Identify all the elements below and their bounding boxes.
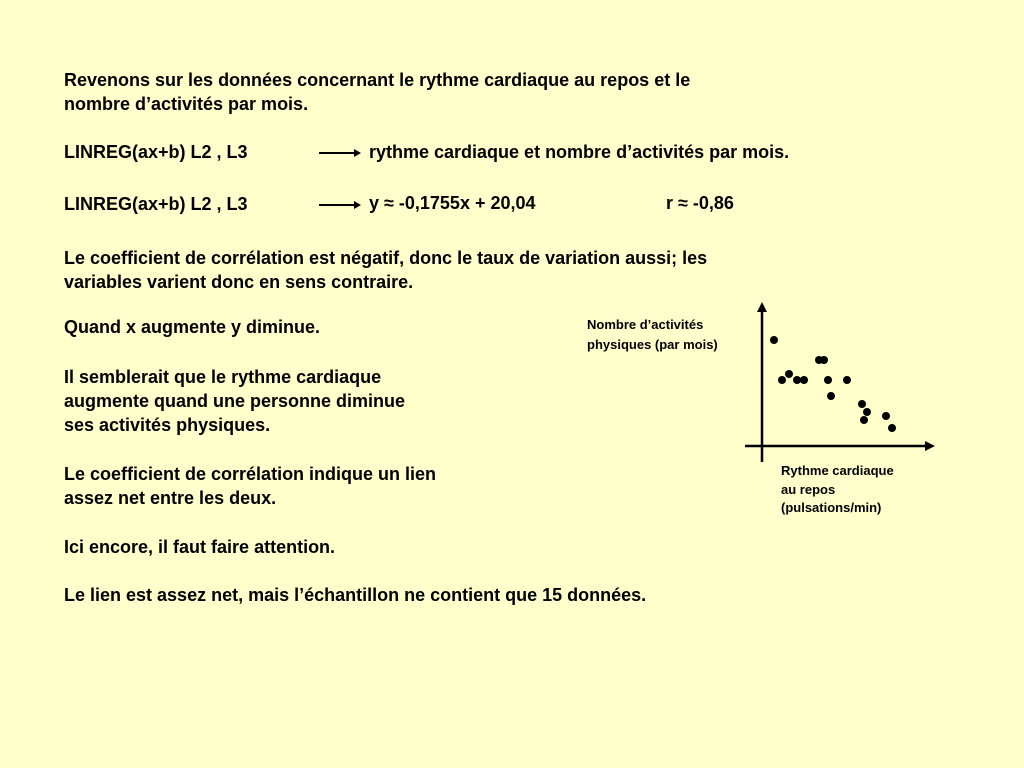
body-p2-line-3: ses activités physiques.	[64, 415, 271, 435]
data-point-15	[888, 424, 896, 432]
regression-equation: y ≈ -0,1755x + 20,04	[369, 193, 536, 213]
body-p2-line-2: augmente quand une personne diminue	[64, 391, 406, 411]
data-point-12	[860, 416, 868, 424]
body-p3-line-2: assez net entre les deux.	[64, 488, 277, 508]
x-axis-label-line-3: (pulsations/min)	[781, 500, 882, 515]
linreg-command-2: LINREG(ax+b) L2 , L3	[64, 194, 248, 214]
data-point-5	[800, 376, 808, 384]
data-point-2	[778, 376, 786, 384]
y-axis-label-line-1: Nombre d’activités	[587, 317, 704, 332]
data-point-7	[820, 356, 828, 364]
body-p1: Quand x augmente y diminue.	[64, 317, 321, 337]
data-point-8	[824, 376, 832, 384]
data-point-4	[793, 376, 801, 384]
coefficient-line-1: Le coefficient de corrélation est négatif, donc le taux de variation aussi; les	[64, 248, 708, 268]
y-axis-arrow-icon	[757, 302, 767, 312]
data-point-3	[785, 370, 793, 378]
x-axis-arrow-icon	[925, 441, 935, 451]
data-point-9	[827, 392, 835, 400]
arrow-icon	[318, 195, 362, 215]
chart-axes	[745, 302, 935, 462]
linreg-result-1: rythme cardiaque et nombre d’activités par mois.	[369, 142, 790, 162]
data-points	[770, 336, 896, 432]
arrow-icon	[318, 143, 362, 163]
linreg-command-1: LINREG(ax+b) L2 , L3	[64, 142, 248, 162]
data-point-6	[815, 356, 823, 364]
data-point-11	[858, 400, 866, 408]
x-axis-label-line-2: au repos	[781, 482, 836, 497]
intro-line-2: nombre d’activités par mois.	[64, 94, 309, 114]
body-p4: Ici encore, il faut faire attention.	[64, 537, 336, 557]
body-p3-line-1: Le coefficient de corrélation indique un lien	[64, 464, 437, 484]
body-p5: Le lien est assez net, mais l’échantillon ne contient que 15 données.	[64, 585, 647, 605]
data-point-10	[843, 376, 851, 384]
body-p2-line-1: Il semblerait que le rythme cardiaque	[64, 367, 382, 387]
data-point-13	[863, 408, 871, 416]
intro-line-1: Revenons sur les données concernant le rythme cardiaque au repos et le	[64, 70, 691, 90]
x-axis-label-line-1: Rythme cardiaque	[781, 463, 894, 478]
correlation-r: r ≈ -0,86	[666, 193, 734, 213]
data-point-1	[770, 336, 778, 344]
data-point-14	[882, 412, 890, 420]
coefficient-line-2: variables varient donc en sens contraire.	[64, 272, 414, 292]
y-axis-label-line-2: physiques (par mois)	[587, 337, 718, 352]
